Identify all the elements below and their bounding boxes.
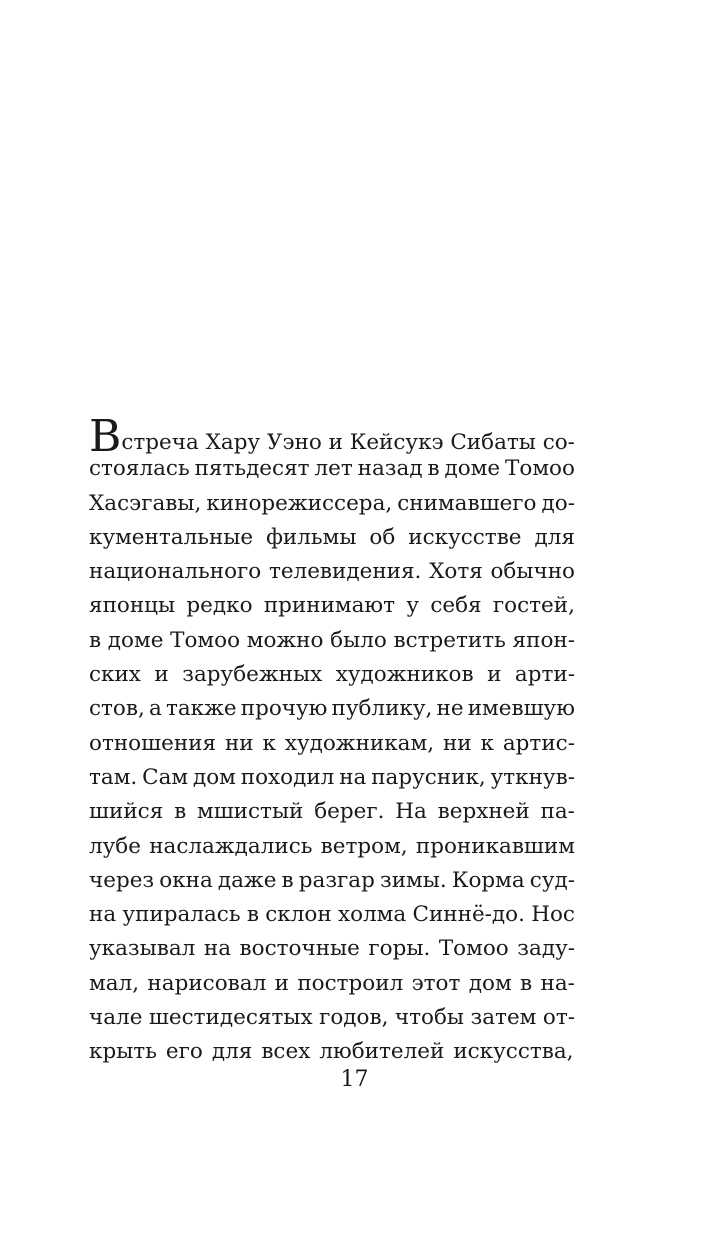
text-line: там. Сам дом походил на парусник, уткнув- xyxy=(89,764,575,790)
text-line: чале шестидесятых годов, чтобы затем от- xyxy=(89,1005,575,1031)
text-line: японцы редко принимают у себя гостей, xyxy=(89,593,575,619)
text-line: лубе наслаждались ветром, проникавшим xyxy=(89,833,575,859)
text-line: крыть его для всех любителей искусства, xyxy=(89,1039,574,1065)
initial-letter: В xyxy=(89,411,122,462)
text-line: в доме Томоо можно было встретить япон- xyxy=(89,627,575,653)
text-line: Хасэгавы, кинорежиссера, снимавшего до- xyxy=(89,490,575,516)
text-line: национального телевидения. Хотя обычно xyxy=(89,559,575,585)
text-line: указывал на восточные горы. Томоо заду- xyxy=(89,936,575,962)
text-line: Встреча Хару Уэно и Кейсукэ Сибаты со- xyxy=(89,411,575,462)
text-line: ских и зарубежных художников и арти- xyxy=(89,662,575,688)
text-line: шийся в мшистый берег. На верхней па- xyxy=(89,799,575,825)
text-line: отношения ни к художникам, ни к артис- xyxy=(89,730,575,756)
page-number: 17 xyxy=(340,1067,369,1092)
text-line: стов, а также прочую публику, не имевшую xyxy=(89,696,575,722)
text-line: на упиралась в склон холма Синнё-до. Нос xyxy=(89,902,575,928)
body-text xyxy=(89,411,575,1070)
text-line: через окна даже в разгар зимы. Корма суд- xyxy=(89,867,575,893)
text-line: кументальные фильмы об искусстве для xyxy=(89,524,575,550)
text-line: мал, нарисовал и построил этот дом в на- xyxy=(89,970,575,996)
text-line: стоялась пятьдесят лет назад в доме Томоо xyxy=(89,456,575,482)
